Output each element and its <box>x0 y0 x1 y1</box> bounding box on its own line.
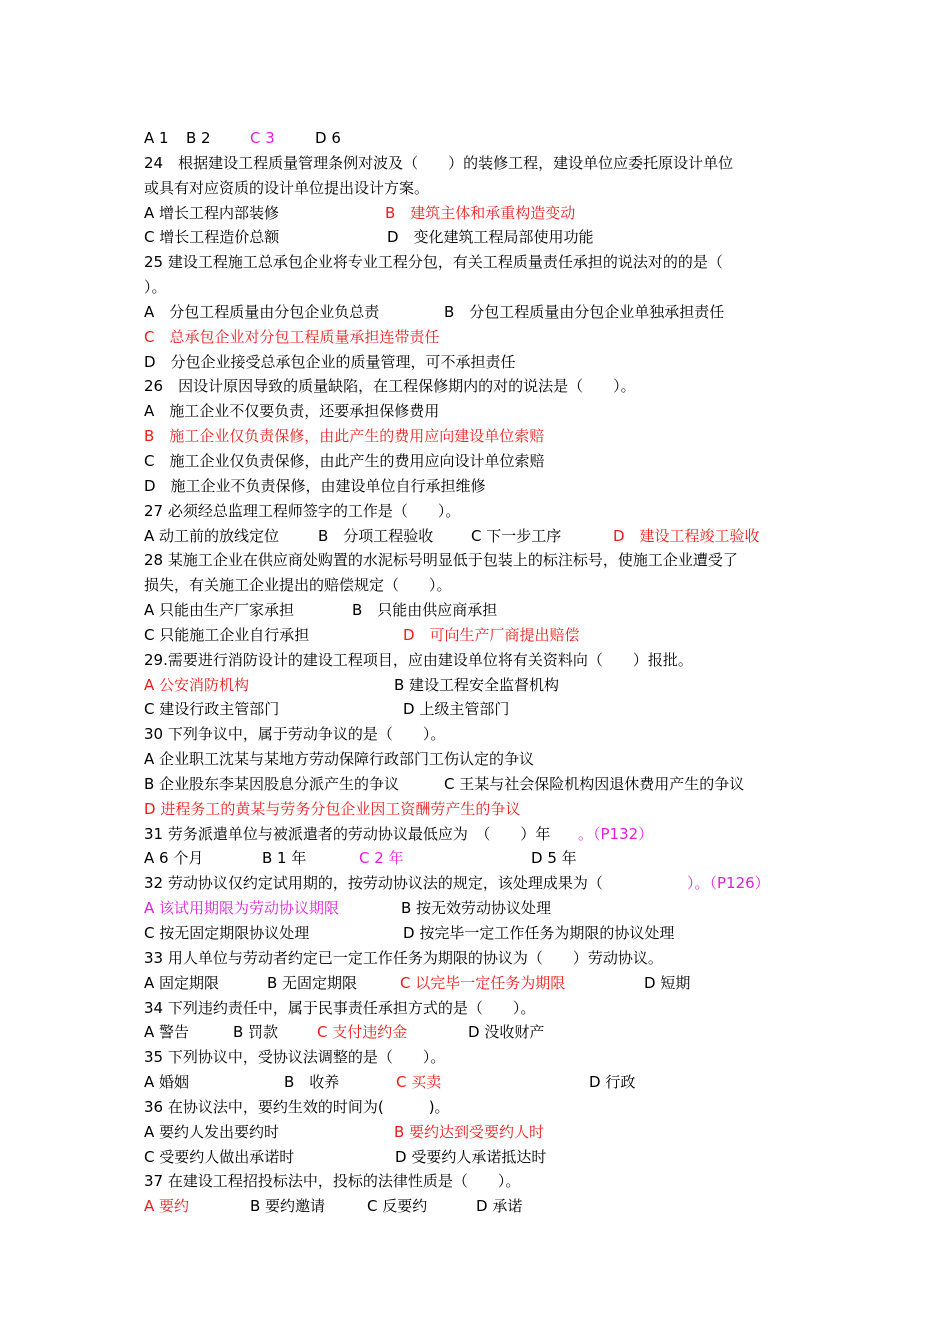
text-segment: A 1 <box>144 129 169 147</box>
text-segment: 33 用人单位与劳动者约定已一定工作任务为期限的协议为（ ）劳动协议。 <box>144 948 663 967</box>
text-segment: A 增长工程内部装修 <box>144 203 280 222</box>
text-segment: A 施工企业不仅要负责，还要承担保修费用 <box>144 402 440 421</box>
text-segment: 25 建设工程施工总承包企业将专业工程分包，有关工程质量责任承担的说法对的的是（ <box>144 253 723 272</box>
text-segment: B 只能由供应商承担 <box>352 601 498 620</box>
text-line <box>144 747 814 772</box>
text-segment: D 施工企业不负责保修，由建设单位自行承担维修 <box>144 476 486 495</box>
highlight-text: A 该试用期限为劳动协议期限 <box>144 899 340 918</box>
text-line <box>144 548 814 573</box>
text-segment: 26 因设计原因导致的质量缺陷，在工程保修期内的对的说法是（ ）。 <box>144 377 636 396</box>
text-segment: B 罚款 <box>233 1023 279 1042</box>
text-segment: D 受要约人承诺抵达时 <box>395 1147 547 1166</box>
text-segment: B 建设工程安全监督机构 <box>394 675 560 694</box>
text-line <box>144 176 814 201</box>
text-segment: C 施工企业仅负责保修，由此产生的费用应向设计单位索赔 <box>144 451 545 470</box>
text-line <box>144 921 814 946</box>
text-line <box>144 722 814 747</box>
answer-text: A 公安消防机构 <box>144 675 250 694</box>
text-segment: A 分包工程质量由分包企业负总责 <box>144 302 380 321</box>
text-segment: 32 劳动协议仅约定试用期的，按劳动协议法的规定，该处理成果为（ <box>144 874 603 893</box>
text-segment: D 按完毕一定工作任务为期限的协议处理 <box>403 924 675 942</box>
text-segment: A 警告 <box>144 1023 190 1042</box>
text-segment: D 行政 <box>589 1073 636 1092</box>
text-segment: 31 劳务派遣单位与被派遣者的劳动协议最低应为 （ ）年 <box>144 824 551 843</box>
text-segment: 30 下列争议中，属于劳动争议的是（ ）。 <box>144 725 446 744</box>
text-segment: C 反要约 <box>367 1197 428 1216</box>
text-segment: 或具有对应资质的设计单位提出设计方案。 <box>144 178 430 197</box>
answer-text: B 建筑主体和承重构造变动 <box>385 203 576 222</box>
text-line <box>144 225 814 250</box>
text-segment: 35 下列协议中，受协议法调整的是（ ）。 <box>144 1048 446 1067</box>
text-segment: B 企业股东李某因股息分派产生的争议 <box>144 774 400 793</box>
text-line <box>144 275 814 300</box>
text-segment: D 短期 <box>644 973 691 992</box>
text-segment: C 受要约人做出承诺时 <box>144 1147 295 1166</box>
text-line <box>144 499 814 524</box>
highlight-text: 。（P132） <box>578 824 654 843</box>
text-segment: D 6 <box>315 129 341 147</box>
answer-text: B 要约达到受要约人时 <box>394 1122 545 1141</box>
text-line <box>144 772 814 797</box>
answer-text: A 要约 <box>144 1197 190 1216</box>
text-segment: A 要约人发出要约时 <box>144 1122 280 1141</box>
answer-text: B 施工企业仅负责保修，由此产生的费用应向建设单位索赔 <box>144 427 545 446</box>
text-segment: B 1 年 <box>262 849 307 868</box>
text-segment: 28 某施工企业在供应商处购置的水泥标号明显低于包装上的标注标号，使施工企业遭受了 <box>144 551 738 570</box>
text-line <box>144 424 814 449</box>
text-segment: C 只能施工企业自行承担 <box>144 625 310 644</box>
answer-text: D 建设工程竣工验收 <box>613 526 760 545</box>
text-segment: D 分包企业接受总承包企业的质量管理，可不承担责任 <box>144 352 516 371</box>
text-segment: A 固定期限 <box>144 973 220 992</box>
text-line <box>144 1120 814 1145</box>
text-line <box>144 374 814 399</box>
text-segment: D 没收财产 <box>468 1023 545 1042</box>
text-line <box>144 623 814 648</box>
text-line <box>144 1095 814 1120</box>
text-line <box>144 524 814 549</box>
text-segment: A 6 个月 <box>144 849 204 868</box>
text-segment: C 按无固定期限协议处理 <box>144 924 310 942</box>
text-segment: ）。 <box>144 278 167 297</box>
text-line <box>144 896 814 921</box>
text-line <box>144 673 814 698</box>
text-line <box>144 325 814 350</box>
text-segment: D 承诺 <box>476 1197 523 1216</box>
text-line <box>144 598 814 623</box>
text-segment: C 增长工程造价总额 <box>144 228 280 247</box>
highlight-text: C 3 <box>250 129 275 147</box>
text-segment: 34 下列违约责任中，属于民事责任承担方式的是（ ）。 <box>144 998 536 1017</box>
text-segment: B 无固定期限 <box>267 973 358 992</box>
text-line <box>144 300 814 325</box>
text-line <box>144 1070 814 1095</box>
text-segment: C 建设行政主管部门 <box>144 700 280 719</box>
text-segment: D 上级主管部门 <box>403 700 510 719</box>
text-segment: B 分包工程质量由分包企业单独承担责任 <box>444 302 725 321</box>
text-line <box>144 971 814 996</box>
text-line <box>144 797 814 822</box>
text-segment: D 5 年 <box>531 849 577 868</box>
text-segment: 损失，有关施工企业提出的赔偿规定（ ）。 <box>144 576 452 595</box>
text-line <box>144 449 814 474</box>
text-line <box>144 1169 814 1194</box>
text-segment: B 2 <box>186 129 211 147</box>
text-line <box>144 250 814 275</box>
text-line <box>144 846 814 871</box>
text-line <box>144 126 814 151</box>
text-segment: A 婚姻 <box>144 1073 190 1092</box>
text-line <box>144 822 814 847</box>
answer-text: C 买卖 <box>396 1073 442 1092</box>
text-line <box>144 1045 814 1070</box>
text-segment: B 要约邀请 <box>250 1197 326 1216</box>
text-line <box>144 648 814 673</box>
answer-text: D 可向生产厂商提出赔偿 <box>403 625 580 644</box>
highlight-text: C 2 年 <box>359 849 404 868</box>
text-line <box>144 1145 814 1170</box>
text-line <box>144 399 814 424</box>
text-line <box>144 1020 814 1045</box>
text-segment: D 变化建筑工程局部使用功能 <box>387 228 594 247</box>
text-segment: B 按无效劳动协议处理 <box>401 899 552 918</box>
document-page <box>144 126 814 1219</box>
text-segment: 36 在协议法中，要约生效的时间为( )。 <box>144 1097 450 1116</box>
text-segment: 29.需要进行消防设计的建设工程项目，应由建设单位将有关资料向（ ）报批。 <box>144 650 693 669</box>
text-segment: B 分项工程验收 <box>318 526 434 545</box>
text-line <box>144 871 814 896</box>
text-line <box>144 573 814 598</box>
text-segment: C 王某与社会保险机构因退休费用产生的争议 <box>444 774 745 793</box>
answer-text: C 总承包企业对分包工程质量承担连带责任 <box>144 327 440 346</box>
text-segment: 27 必须经总监理工程师签字的工作是（ ）。 <box>144 501 461 520</box>
text-segment: A 只能由生产厂家承担 <box>144 601 295 620</box>
answer-text: D 进程务工的黄某与劳务分包企业因工资酬劳产生的争议 <box>144 799 521 818</box>
answer-text: C 以完毕一定任务为期限 <box>400 973 566 992</box>
text-segment: B 收养 <box>284 1073 340 1092</box>
text-segment: A 企业职工沈某与某地方劳动保障行政部门工伤认定的争议 <box>144 750 535 769</box>
text-line <box>144 350 814 375</box>
highlight-text: ）。（P126） <box>672 874 770 893</box>
text-segment: 24 根据建设工程质量管理条例对波及（ ）的装修工程，建设单位应委托原设计单位 <box>144 153 734 172</box>
text-line <box>144 1194 814 1219</box>
text-segment: 37 在建设工程招投标法中，投标的法律性质是（ ）。 <box>144 1172 521 1191</box>
text-line <box>144 946 814 971</box>
answer-text: C 支付违约金 <box>317 1023 408 1042</box>
text-line <box>144 697 814 722</box>
text-line <box>144 201 814 226</box>
text-line <box>144 996 814 1021</box>
text-line <box>144 151 814 176</box>
text-segment: C 下一步工序 <box>471 526 562 545</box>
text-line <box>144 474 814 499</box>
text-segment: A 动工前的放线定位 <box>144 526 280 545</box>
